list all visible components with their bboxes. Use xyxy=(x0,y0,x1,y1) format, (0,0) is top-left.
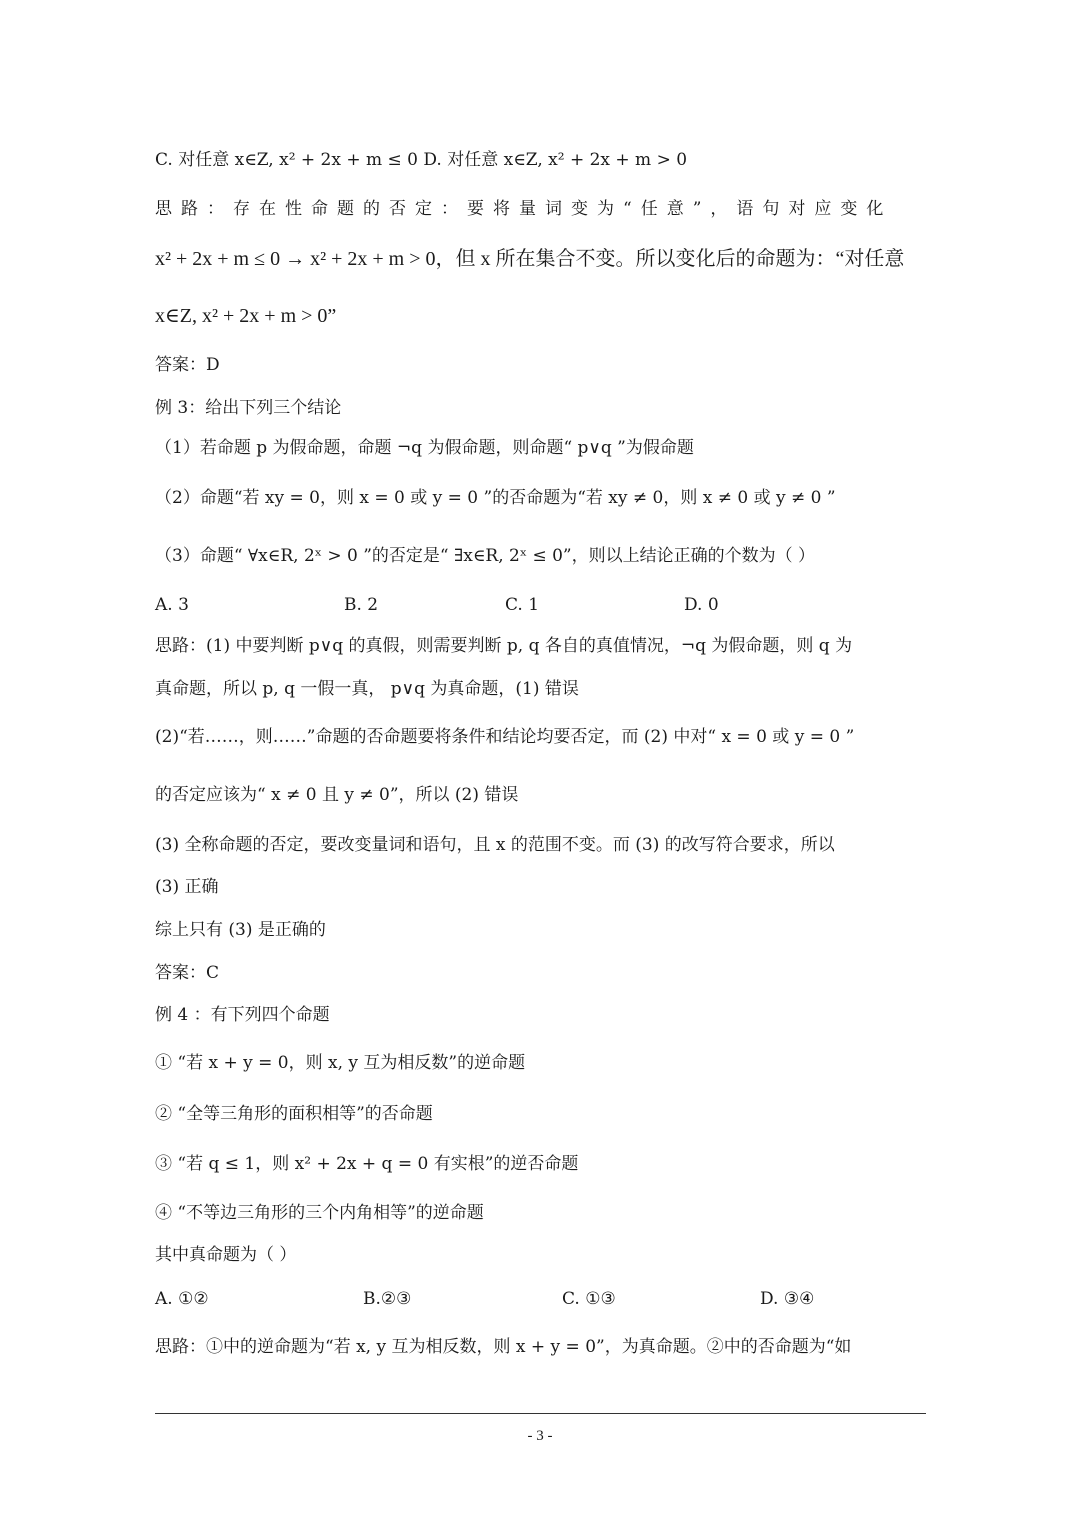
solution-line: 思路：①中的逆命题为“若 x, y 互为相反数，则 x + y = 0”，为真命题。②中的否命题为“如 xyxy=(155,1337,852,1357)
option-b: B. 2 xyxy=(344,595,379,615)
statement-line: （2）命题“若 xy = 0，则 x = 0 或 y = 0 ”的否命题为“若 xy ≠ 0，则 x ≠ 0 或 y ≠ 0 ” xyxy=(155,488,836,508)
solution-line: x² + 2x + m ≤ 0 → x² + 2x + m > 0，但 x 所在集合不变。所以变化后的命题为：“对任意 xyxy=(155,248,905,270)
option-a: A. 3 xyxy=(155,595,189,615)
solution-line: 思路：(1) 中要判断 p∨q 的真假，则需要判断 p, q 各自的真值情况，¬q 为假命题，则 q 为 xyxy=(155,636,853,656)
solution-line: (2)“若……，则……”命题的否命题要将条件和结论均要否定，而 (2) 中对“ x = 0 或 y = 0 ” xyxy=(155,727,855,747)
solution-line: (3) 正确 xyxy=(155,877,219,897)
question-line: 其中真命题为（ ） xyxy=(155,1245,297,1265)
proposition-line: ③ “若 q ≤ 1，则 x² + 2x + q = 0 有实根”的逆否命题 xyxy=(155,1154,579,1174)
proposition-line: ② “全等三角形的面积相等”的否命题 xyxy=(155,1104,433,1124)
answer-line: 答案：C xyxy=(155,963,220,983)
solution-line: 思路：存在性命题的否定：要将量词变为“任意”，语句对应变化 xyxy=(155,199,893,219)
option-c: C. ①③ xyxy=(562,1289,616,1309)
option-d: D. 0 xyxy=(684,595,719,615)
option-b: B.②③ xyxy=(363,1289,412,1309)
page-number: - 3 - xyxy=(527,1428,553,1444)
solution-line: x∈Z, x² + 2x + m > 0” xyxy=(155,305,337,327)
solution-line: (3) 全称命题的否定，要改变量词和语句，且 x 的范围不变。而 (3) 的改写符合要求，所以 xyxy=(155,835,835,855)
option-d: D. ③④ xyxy=(760,1289,815,1309)
footer-divider xyxy=(155,1413,926,1414)
answer-line: 答案：D xyxy=(155,355,220,375)
solution-line: 真命题，所以 p, q 一假一真， p∨q 为真命题，(1) 错误 xyxy=(155,679,579,699)
option-a: A. ①② xyxy=(155,1289,209,1309)
example-heading: 例 4 ：有下列四个命题 xyxy=(155,1005,330,1025)
proposition-line: ① “若 x + y = 0，则 x, y 互为相反数”的逆命题 xyxy=(155,1053,526,1073)
statement-line: （1）若命题 p 为假命题，命题 ¬q 为假命题，则命题“ p∨q ”为假命题 xyxy=(155,438,694,458)
example2-options-cd: C. 对任意 x∈Z, x² + 2x + m ≤ 0 D. 对任意 x∈Z, x² + 2x + m > 0 xyxy=(155,150,688,170)
statement-line: （3）命题“ ∀x∈R, 2ˣ > 0 ”的否定是“ ∃x∈R, 2ˣ ≤ 0”，则以上结论正确的个数为（ ） xyxy=(155,546,816,566)
solution-line: 的否定应该为“ x ≠ 0 且 y ≠ 0”，所以 (2) 错误 xyxy=(155,785,519,805)
example-heading: 例 3：给出下列三个结论 xyxy=(155,398,342,418)
option-c: C. 1 xyxy=(505,595,540,615)
proposition-line: ④ “不等边三角形的三个内角相等”的逆命题 xyxy=(155,1203,484,1223)
solution-line: 综上只有 (3) 是正确的 xyxy=(155,920,326,940)
